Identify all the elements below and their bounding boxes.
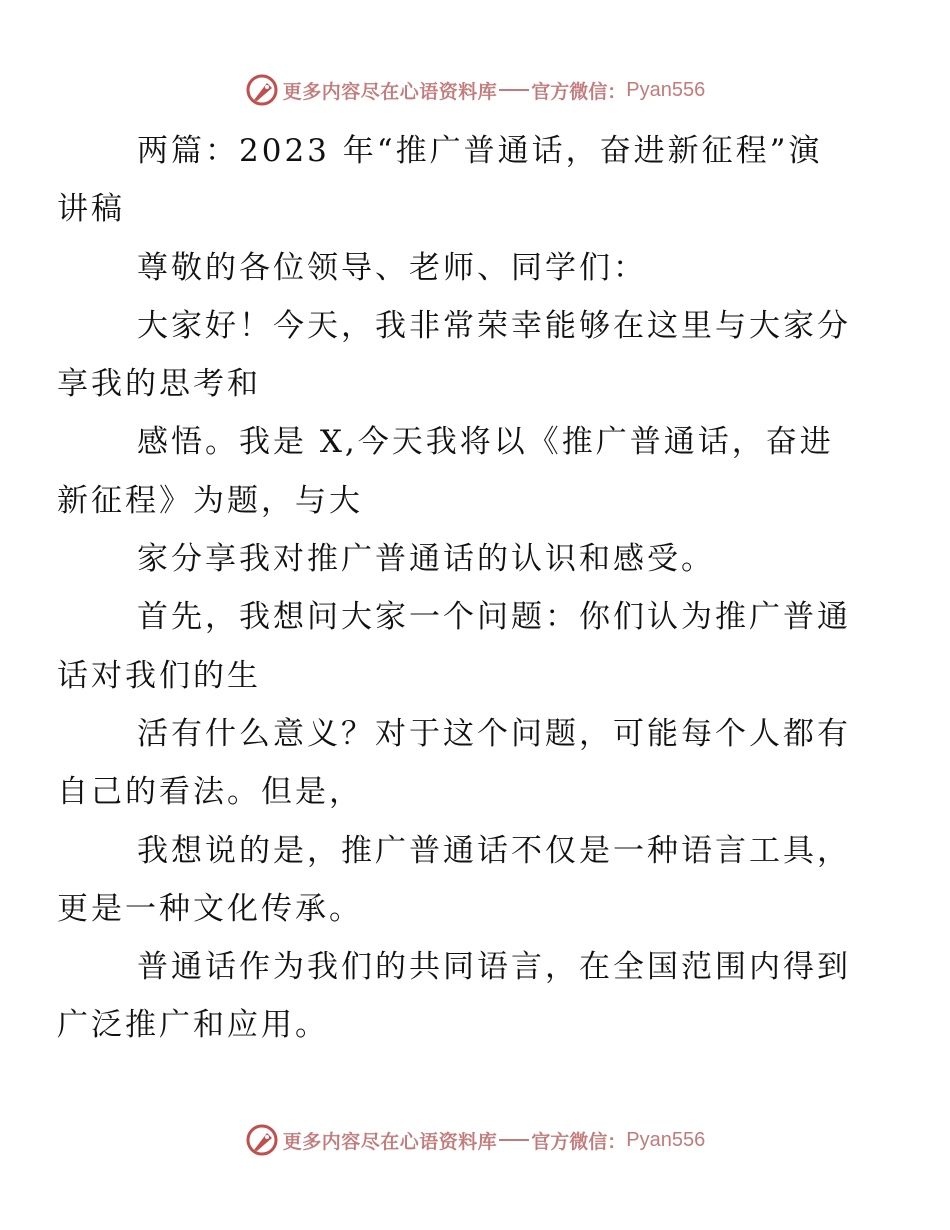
banner-wechat-id: Pyan556 bbox=[626, 1128, 706, 1151]
paragraph-line: 尊敬的各位领导、老师、同学们： bbox=[137, 249, 647, 286]
banner-dash bbox=[499, 1139, 529, 1141]
paragraph-line: 广泛推广和应用。 bbox=[57, 1007, 329, 1044]
paragraph-line: 两篇：2023 年“推广普通话，奋进新征程”演 bbox=[137, 133, 823, 169]
paragraph-line: 话对我们的生 bbox=[57, 657, 261, 694]
banner-dash bbox=[499, 89, 529, 91]
paragraph bbox=[57, 705, 857, 822]
paragraph-line: 大家好！今天，我非常荣幸能够在这里与大家分 bbox=[137, 307, 851, 344]
paragraph-line: 普通话作为我们的共同语言，在全国范围内得到 bbox=[137, 949, 851, 986]
paragraph bbox=[97, 239, 857, 297]
paragraph-line: 我想说的是，推广普通话不仅是一种语言工具， bbox=[137, 832, 851, 869]
paragraph-line: 活有什么意义？对于这个问题，可能每个人都有 bbox=[137, 715, 851, 752]
paragraph bbox=[57, 297, 857, 414]
banner-contact-label: 官方微信： bbox=[531, 80, 627, 103]
paragraph bbox=[57, 822, 857, 939]
paragraph bbox=[57, 938, 857, 1055]
paragraph-line: 自己的看法。但是， bbox=[57, 774, 363, 811]
paragraph bbox=[97, 530, 857, 588]
paragraph-line: 感悟。我是 X,今天我将以《推广普通话，奋进 bbox=[137, 424, 834, 461]
paragraph-line: 享我的思考和 bbox=[57, 366, 261, 403]
paragraph bbox=[57, 588, 857, 705]
paragraph bbox=[57, 413, 857, 530]
paragraph-line: 讲稿 bbox=[57, 191, 125, 228]
pen-nib-logo-icon bbox=[245, 1123, 279, 1157]
header-banner bbox=[0, 70, 950, 110]
paragraph-line: 首先，我想问大家一个问题：你们认为推广普通 bbox=[137, 599, 851, 636]
banner-contact-label: 官方微信： bbox=[531, 1130, 627, 1153]
document-body bbox=[57, 122, 857, 1055]
paragraph-line: 家分享我对推广普通话的认识和感受。 bbox=[137, 541, 715, 578]
banner-wechat-id: Pyan556 bbox=[626, 78, 706, 101]
footer-banner bbox=[0, 1120, 950, 1160]
paragraph bbox=[57, 122, 857, 239]
banner-slogan: 更多内容尽在心语资料库 bbox=[282, 1130, 498, 1153]
paragraph-line: 更是一种文化传承。 bbox=[57, 890, 363, 927]
banner-slogan: 更多内容尽在心语资料库 bbox=[282, 80, 498, 103]
paragraph-line: 新征程》为题，与大 bbox=[57, 482, 363, 519]
pen-nib-logo-icon bbox=[245, 73, 279, 107]
